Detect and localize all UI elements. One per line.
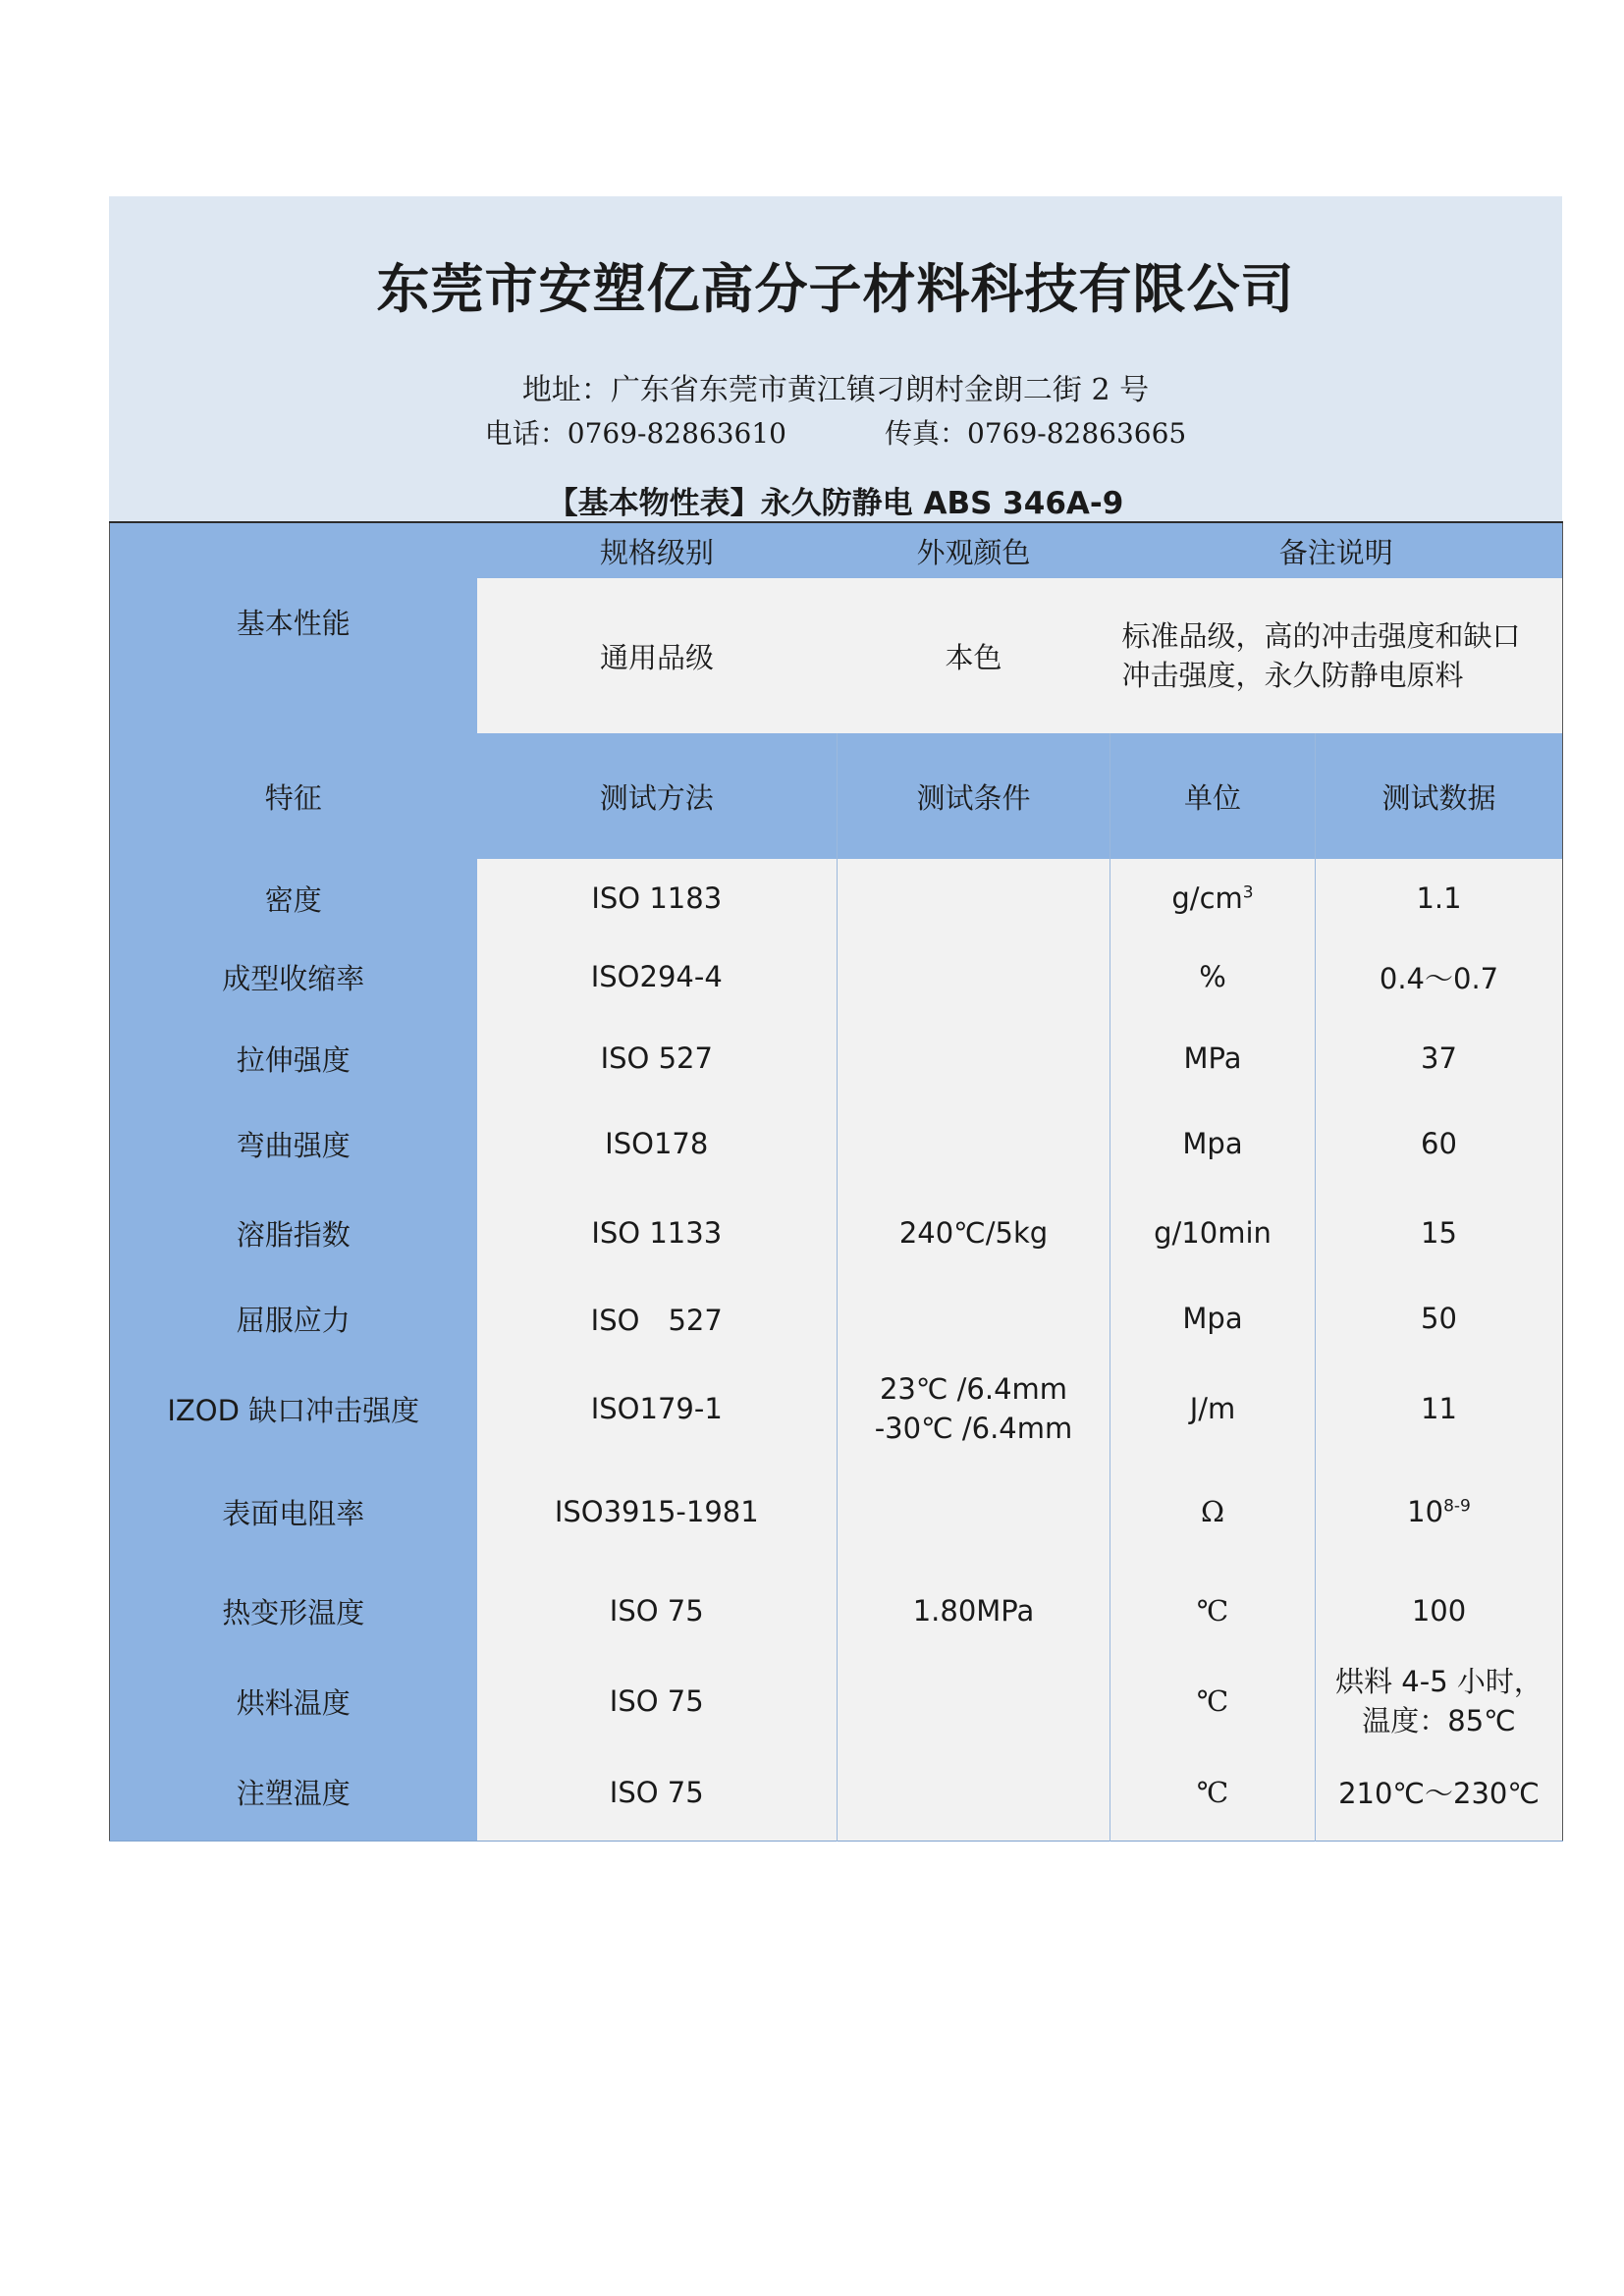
value-cell: 100 [1316,1564,1563,1658]
unit-cell [1110,859,1316,937]
condition-cell [838,1016,1110,1100]
method-cell: ISO294-4 [477,937,838,1016]
col-data: 测试数据 [1316,733,1563,859]
note-line-1: 标准品级，高的冲击强度和缺口 [1121,619,1521,653]
condition-cell [838,1358,1110,1460]
contact-line [109,412,1562,452]
company-address: 地址：广东省东莞市黄江镇刁朗村金朗二街 2 号 [521,373,1150,407]
condition-line-1: 23℃ /6.4mm [879,1372,1068,1406]
table-row [110,1187,1563,1279]
table-row [110,1100,1563,1187]
value-cell: 0.4～0.7 [1316,937,1563,1016]
datasheet [109,196,1562,1842]
basic-performance-label: 基本性能 [110,522,477,733]
condition-cell [838,937,1110,1016]
col-condition: 测试条件 [838,733,1110,859]
header-note: 备注说明 [1110,522,1563,578]
feature-cell: 表面电阻率 [110,1460,477,1564]
feature-cell: 注塑温度 [110,1744,477,1841]
value-base: 10 [1407,1495,1444,1528]
method-cell: ISO 1133 [477,1187,838,1279]
value-cell: 60 [1316,1100,1563,1187]
value-superscript: 8-9 [1443,1496,1471,1517]
value-cell: 37 [1316,1016,1563,1100]
header-color: 外观颜色 [838,522,1110,578]
unit-cell: J/m [1110,1358,1316,1460]
header-grade: 规格级别 [477,522,838,578]
method-cell: ISO 1183 [477,859,838,937]
method-cell: ISO 75 [477,1564,838,1658]
method-cell: ISO 75 [477,1658,838,1744]
unit-cell: Mpa [1110,1279,1316,1358]
value-line-1: 烘料 4-5 小时， [1335,1665,1543,1698]
condition-cell [838,1744,1110,1841]
unit-superscript: 3 [1242,882,1254,903]
feature-cell: 热变形温度 [110,1564,477,1658]
value-cell [1316,1658,1563,1744]
fax-number: 传真：0769-82863665 [885,417,1187,450]
feature-cell: 成型收缩率 [110,937,477,1016]
note-line-2: 冲击强度，永久防静电原料 [1121,659,1464,692]
method-cell: ISO178 [477,1100,838,1187]
condition-cell: 240℃/5kg [838,1187,1110,1279]
sheet-subtitle: 【基本物性表】永久防静电 ABS 346A-9 [547,486,1124,521]
condition-cell: 1.80MPa [838,1564,1110,1658]
condition-cell [838,1460,1110,1564]
value-cell: 1.1 [1316,859,1563,937]
table-row [110,1564,1563,1658]
condition-cell [838,859,1110,937]
table-row [110,937,1563,1016]
col-unit: 单位 [1110,733,1316,859]
feature-cell: 拉伸强度 [110,1016,477,1100]
method-cell: ISO 527 [477,1279,838,1358]
table-row [110,1279,1563,1358]
value-cell [1316,1460,1563,1564]
unit-cell: % [1110,937,1316,1016]
unit-cell: MPa [1110,1016,1316,1100]
feature-cell: 密度 [110,859,477,937]
method-cell: ISO179-1 [477,1358,838,1460]
color-value: 本色 [838,578,1110,733]
table-row [110,859,1563,937]
method-cell: ISO 527 [477,1016,838,1100]
condition-cell [838,1658,1110,1744]
note-value [1110,578,1563,733]
phone-number: 电话：0769-82863610 [484,417,786,450]
unit-cell: g/10min [1110,1187,1316,1279]
value-cell: 11 [1316,1358,1563,1460]
table-row [110,1016,1563,1100]
properties-table [109,521,1563,1842]
value-line-2: 温度：85℃ [1362,1704,1516,1737]
table-row [110,1658,1563,1744]
feature-cell: 溶脂指数 [110,1187,477,1279]
condition-cell [838,1100,1110,1187]
feature-cell: 弯曲强度 [110,1100,477,1187]
method-cell: ISO3915-1981 [477,1460,838,1564]
condition-line-2: -30℃ /6.4mm [874,1412,1073,1445]
unit-cell: ℃ [1110,1744,1316,1841]
col-feature: 特征 [110,733,477,859]
table-row [110,1358,1563,1460]
company-name: 东莞市安塑亿高分子材料科技有限公司 [376,258,1295,320]
value-cell: 210℃～230℃ [1316,1744,1563,1841]
feature-cell: 屈服应力 [110,1279,477,1358]
unit-cell: ℃ [1110,1564,1316,1658]
unit-base: g/cm [1171,881,1243,915]
header-band [109,196,1562,521]
value-cell: 50 [1316,1279,1563,1358]
grade-value: 通用品级 [477,578,838,733]
method-cell: ISO 75 [477,1744,838,1841]
col-method: 测试方法 [477,733,838,859]
value-cell: 15 [1316,1187,1563,1279]
unit-cell: Mpa [1110,1100,1316,1187]
table-row [110,1460,1563,1564]
unit-cell: Ω [1110,1460,1316,1564]
unit-cell: ℃ [1110,1658,1316,1744]
condition-cell [838,1279,1110,1358]
table-row [110,1744,1563,1841]
feature-cell: 烘料温度 [110,1658,477,1744]
feature-cell: IZOD 缺口冲击强度 [110,1358,477,1460]
